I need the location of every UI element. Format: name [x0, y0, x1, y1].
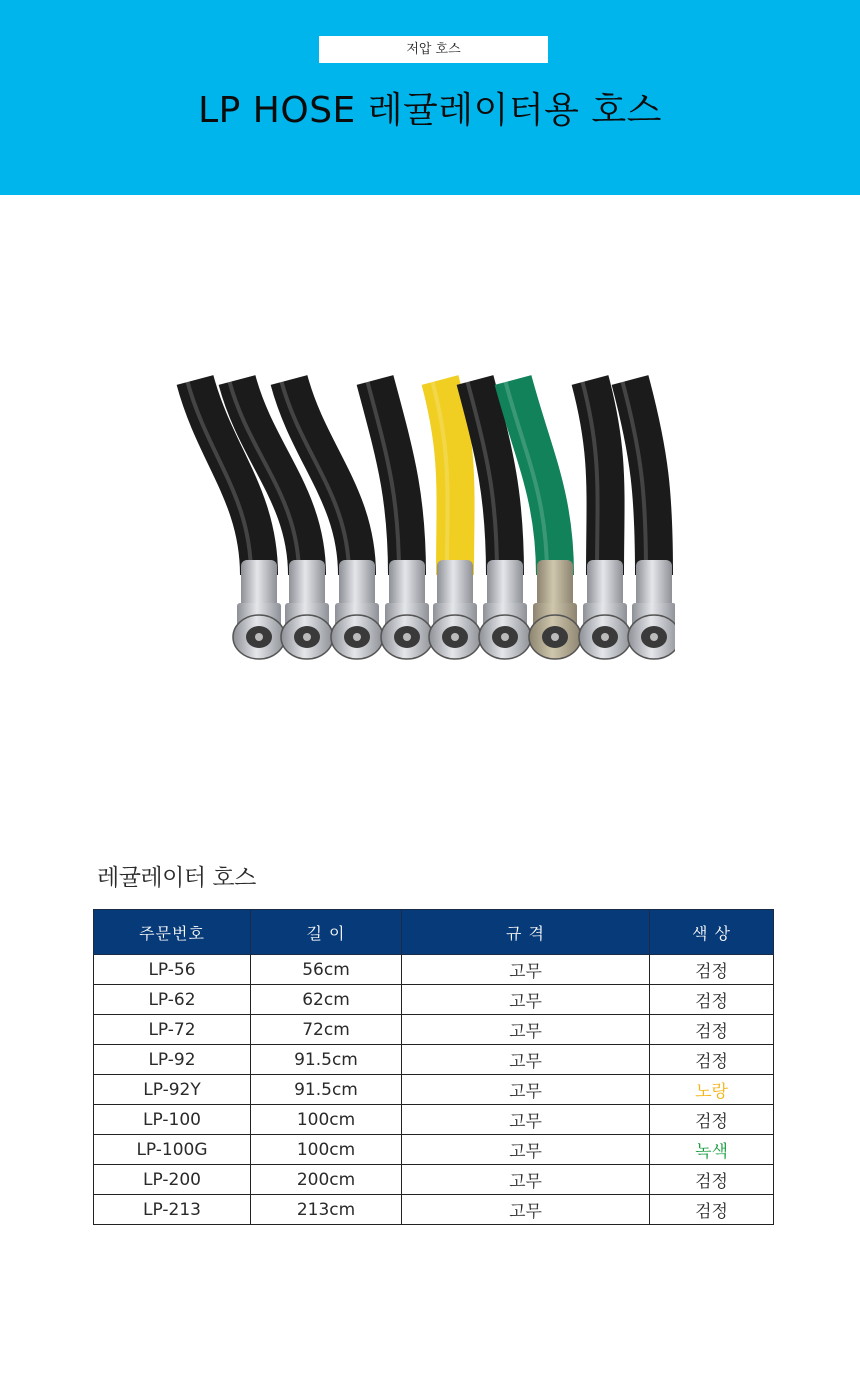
cell-code: LP-200	[94, 1165, 251, 1195]
fitting-pin	[551, 633, 559, 641]
table-row	[94, 1075, 774, 1105]
header-banner	[0, 0, 860, 195]
fitting-collar	[339, 560, 375, 610]
header-color: 색 상	[650, 910, 774, 955]
cell-code: LP-62	[94, 985, 251, 1015]
cell-spec: 고무	[402, 1165, 650, 1195]
cell-color: 검정	[650, 985, 774, 1015]
cell-spec: 고무	[402, 1135, 650, 1165]
cell-code: LP-72	[94, 1015, 251, 1045]
spec-table	[93, 909, 774, 1225]
cell-code: LP-92Y	[94, 1075, 251, 1105]
table-header-row	[94, 910, 774, 955]
cell-length: 72cm	[251, 1015, 402, 1045]
cell-spec: 고무	[402, 985, 650, 1015]
cell-length: 62cm	[251, 985, 402, 1015]
cell-spec: 고무	[402, 1195, 650, 1225]
fitting-collar	[636, 560, 672, 610]
cell-code: LP-56	[94, 955, 251, 985]
cell-length: 91.5cm	[251, 1075, 402, 1105]
cell-color: 검정	[650, 1165, 774, 1195]
header-length: 길 이	[251, 910, 402, 955]
cell-code: LP-92	[94, 1045, 251, 1075]
page-title: LP HOSE 레귤레이터용 호스	[198, 90, 662, 131]
cell-length: 100cm	[251, 1135, 402, 1165]
cell-color: 노랑	[650, 1075, 774, 1105]
cell-color: 검정	[650, 1015, 774, 1045]
table-row	[94, 955, 774, 985]
cell-length: 200cm	[251, 1165, 402, 1195]
fitting-collar	[289, 560, 325, 610]
cell-code: LP-213	[94, 1195, 251, 1225]
fitting-pin	[601, 633, 609, 641]
cell-length: 100cm	[251, 1105, 402, 1135]
cell-spec: 고무	[402, 1045, 650, 1075]
cell-spec: 고무	[402, 1105, 650, 1135]
cell-color: 녹색	[650, 1135, 774, 1165]
header-order-number: 주문번호	[94, 910, 251, 955]
fitting-pin	[255, 633, 263, 641]
cell-length: 213cm	[251, 1195, 402, 1225]
table-row	[94, 1105, 774, 1135]
fitting-collar	[587, 560, 623, 610]
fitting-pin	[650, 633, 658, 641]
fitting-pin	[451, 633, 459, 641]
cell-length: 91.5cm	[251, 1045, 402, 1075]
product-photo	[175, 375, 675, 675]
fitting-pin	[353, 633, 361, 641]
fitting-pin	[303, 633, 311, 641]
category-tag: 저압 호스	[319, 36, 548, 63]
cell-code: LP-100G	[94, 1135, 251, 1165]
cell-color: 검정	[650, 1195, 774, 1225]
cell-color: 검정	[650, 1105, 774, 1135]
fitting-collar	[537, 560, 573, 610]
cell-spec: 고무	[402, 955, 650, 985]
fitting-collar	[389, 560, 425, 610]
cell-color: 검정	[650, 955, 774, 985]
table-row	[94, 1015, 774, 1045]
table-row	[94, 1135, 774, 1165]
section-title: 레귤레이터 호스	[97, 865, 256, 891]
table-row	[94, 1195, 774, 1225]
cell-spec: 고무	[402, 1015, 650, 1045]
fitting-collar	[487, 560, 523, 610]
header-spec: 규 격	[402, 910, 650, 955]
table-row	[94, 1165, 774, 1195]
cell-code: LP-100	[94, 1105, 251, 1135]
fitting-collar	[437, 560, 473, 610]
fitting-collar	[241, 560, 277, 610]
fitting-pin	[403, 633, 411, 641]
cell-color: 검정	[650, 1045, 774, 1075]
cell-spec: 고무	[402, 1075, 650, 1105]
table-row	[94, 985, 774, 1015]
fitting-pin	[501, 633, 509, 641]
cell-length: 56cm	[251, 955, 402, 985]
table-row	[94, 1045, 774, 1075]
